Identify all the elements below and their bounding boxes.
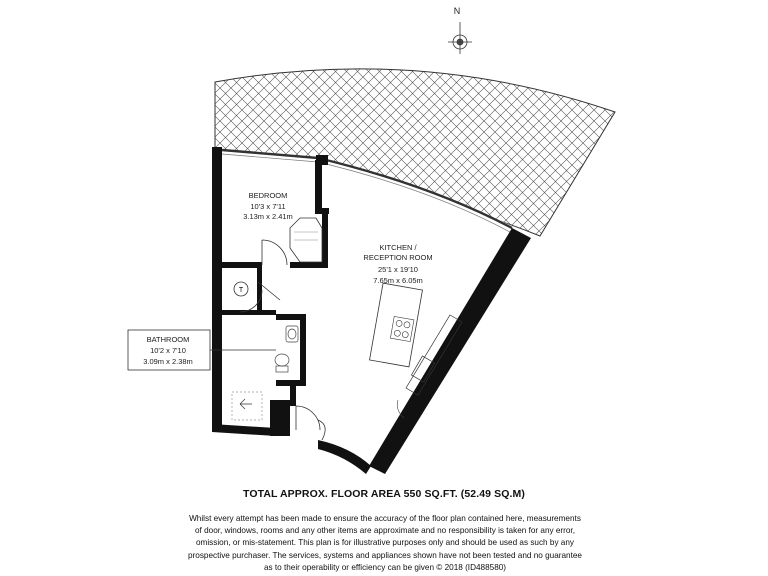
disclaimer <box>176 513 594 574</box>
disclaimer-line: omission, or mis-statement. This plan is for illustrative purposes only and should be used as such by any <box>195 538 575 548</box>
cupboard-marker-label: T <box>238 287 244 294</box>
compass-rose-icon <box>448 22 472 54</box>
disclaimer-line: of door, windows, rooms and any other items are approximate and no responsibility is taken for any error, <box>194 526 575 536</box>
total-floor-area: TOTAL APPROX. FLOOR AREA 550 SQ.FT. (52.49 SQ.M) <box>243 488 525 500</box>
bedroom-metric: 3.13m x 2.41m <box>243 212 293 221</box>
bedroom-name: BEDROOM <box>248 191 288 200</box>
bathroom-metric: 3.09m x 2.38m <box>143 357 193 366</box>
bathroom-imperial: 10'2 x 7'10 <box>150 346 186 355</box>
kitchen-imperial: 25'1 x 19'10 <box>378 265 418 274</box>
disclaimer-line: prospective purchaser. The services, systems and appliances shown have not been tested and no guarantee <box>187 550 582 560</box>
kitchen-name-line2: RECEPTION ROOM <box>363 253 433 262</box>
kitchen-metric: 7.65m x 6.05m <box>373 276 423 285</box>
disclaimer-line: as to their operability or efficiency can be given © 2018 (ID488580) <box>263 562 507 572</box>
bedroom-imperial: 10'3 x 7'11 <box>250 202 286 211</box>
bathroom-name: BATHROOM <box>146 335 190 344</box>
kitchen-name-line1: KITCHEN / <box>379 243 417 252</box>
compass-north-label: N <box>453 6 461 16</box>
disclaimer-line: Whilst every attempt has been made to ensure the accuracy of the floor plan contained here, measurements <box>189 514 581 523</box>
